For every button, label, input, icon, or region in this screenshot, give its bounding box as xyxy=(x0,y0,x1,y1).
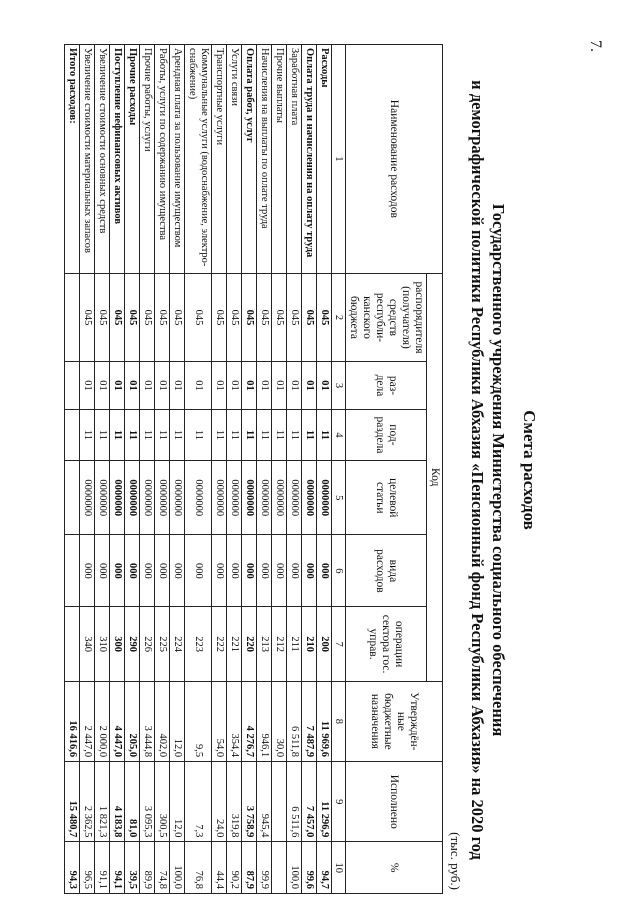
header-operations: операции сектора гос. управ. xyxy=(346,607,427,681)
cell-percent: 89,9 xyxy=(140,842,155,894)
cell-manager: 045 xyxy=(140,273,155,362)
table-row xyxy=(65,45,80,894)
cell-type: 000 xyxy=(95,535,110,607)
cell-type: 000 xyxy=(110,535,125,607)
cell-percent: 94,1 xyxy=(110,842,125,894)
cell-target xyxy=(65,461,80,535)
cell-type: 000 xyxy=(212,535,227,607)
cell-section: 01 xyxy=(287,362,302,409)
cell-name: Прочие выплаты xyxy=(272,45,287,274)
cell-subsection: 11 xyxy=(155,409,170,461)
cell-subsection xyxy=(65,409,80,461)
cell-subsection: 11 xyxy=(140,409,155,461)
cell-approved: 2 447,0 xyxy=(80,681,95,761)
cell-name: Арендная плата за пользование имуществом xyxy=(170,45,185,274)
page-number: 7. xyxy=(587,40,604,52)
cell-approved: 4 276,7 xyxy=(242,681,257,761)
header-manager: распорядителя (получателя) средств республи-канского бюджета xyxy=(346,273,427,362)
cell-subsection: 11 xyxy=(110,409,125,461)
cell-percent: 90,2 xyxy=(227,842,242,894)
cell-operation: 212 xyxy=(272,607,287,681)
cell-operation: 340 xyxy=(80,607,95,681)
table-row xyxy=(155,45,170,894)
cell-name: Заработная плата xyxy=(287,45,302,274)
cell-target: 0000000 xyxy=(287,461,302,535)
cell-executed: 945,4 xyxy=(257,762,272,842)
cell-operation: 221 xyxy=(227,607,242,681)
column-number: 6 xyxy=(332,535,346,607)
cell-manager: 045 xyxy=(80,273,95,362)
cell-executed: 4 183,8 xyxy=(110,762,125,842)
cell-executed: 1 821,3 xyxy=(95,762,110,842)
cell-subsection: 11 xyxy=(212,409,227,461)
cell-name: Прочие расходы xyxy=(125,45,140,274)
cell-section: 01 xyxy=(155,362,170,409)
document-title: Смета расходов xyxy=(520,410,539,530)
table-row xyxy=(140,45,155,894)
cell-name: Оплата работ, услуг xyxy=(242,45,257,274)
cell-manager: 045 xyxy=(185,273,212,362)
cell-target: 0000000 xyxy=(212,461,227,535)
cell-manager: 045 xyxy=(125,273,140,362)
column-number: 3 xyxy=(332,362,346,409)
cell-manager: 045 xyxy=(317,273,332,362)
cell-operation: 220 xyxy=(242,607,257,681)
table-row xyxy=(95,45,110,894)
header-subsection: под-раздела xyxy=(346,409,427,461)
cell-type: 000 xyxy=(140,535,155,607)
cell-name: Начисления на выплаты по оплате труда xyxy=(257,45,272,274)
document-subtitle-line2: и демографической политики Республики Абхазия «Пенсионный фонд Республики Абхазия» на 2020 год xyxy=(468,80,487,860)
cell-executed: 300,5 xyxy=(155,762,170,842)
cell-type: 000 xyxy=(272,535,287,607)
expenses-table-body xyxy=(65,45,332,894)
cell-approved: 7 487,9 xyxy=(302,681,317,761)
cell-approved: 4 447,0 xyxy=(110,681,125,761)
cell-executed: 12,0 xyxy=(170,762,185,842)
cell-name: Транспортные услуги xyxy=(212,45,227,274)
cell-subsection: 11 xyxy=(257,409,272,461)
table-row xyxy=(242,45,257,894)
cell-manager: 045 xyxy=(287,273,302,362)
cell-executed: 11 296,9 xyxy=(317,762,332,842)
table-row xyxy=(185,45,212,894)
table-row xyxy=(287,45,302,894)
cell-target: 0000000 xyxy=(170,461,185,535)
cell-approved: 12,0 xyxy=(170,681,185,761)
cell-target: 0000000 xyxy=(227,461,242,535)
cell-type: 000 xyxy=(185,535,212,607)
cell-subsection: 11 xyxy=(272,409,287,461)
rotated-page-content xyxy=(0,40,540,900)
cell-percent: 87,9 xyxy=(242,842,257,894)
table-row xyxy=(125,45,140,894)
cell-name: Поступление нефинансовых активов xyxy=(110,45,125,274)
cell-subsection: 11 xyxy=(242,409,257,461)
cell-type: 000 xyxy=(227,535,242,607)
cell-name: Коммунальные услуги (водоснабжение, электро-снабжение) xyxy=(185,45,212,274)
cell-operation: 210 xyxy=(302,607,317,681)
cell-name: Работы, услуги по содержанию имущества xyxy=(155,45,170,274)
cell-section: 01 xyxy=(257,362,272,409)
cell-operation: 290 xyxy=(125,607,140,681)
cell-approved: 30,0 xyxy=(272,681,287,761)
cell-target: 0000000 xyxy=(272,461,287,535)
cell-executed: 7 457,0 xyxy=(302,762,317,842)
cell-name: Расходы xyxy=(317,45,332,274)
cell-approved: 205,0 xyxy=(125,681,140,761)
cell-executed: 15 480,7 xyxy=(65,762,80,842)
cell-percent: 100,0 xyxy=(287,842,302,894)
cell-operation: 223 xyxy=(185,607,212,681)
table-row xyxy=(80,45,95,894)
cell-subsection: 11 xyxy=(302,409,317,461)
cell-manager: 045 xyxy=(95,273,110,362)
header-code: Код xyxy=(427,273,443,681)
cell-executed: 319,8 xyxy=(227,762,242,842)
cell-section: 01 xyxy=(140,362,155,409)
cell-approved: 6 511,8 xyxy=(287,681,302,761)
cell-manager: 045 xyxy=(302,273,317,362)
cell-subsection: 11 xyxy=(170,409,185,461)
cell-target: 0000000 xyxy=(242,461,257,535)
cell-percent: 100,0 xyxy=(170,842,185,894)
document-subtitle-line1: Государственного учреждения Министерства социального обеспечения xyxy=(489,203,508,737)
cell-percent: 96,5 xyxy=(80,842,95,894)
cell-subsection: 11 xyxy=(185,409,212,461)
cell-section: 01 xyxy=(125,362,140,409)
cell-executed: 7,3 xyxy=(185,762,212,842)
cell-type: 000 xyxy=(287,535,302,607)
cell-approved: 402,0 xyxy=(155,681,170,761)
cell-approved: 354,4 xyxy=(227,681,242,761)
cell-subsection: 11 xyxy=(317,409,332,461)
cell-approved: 2 000,0 xyxy=(95,681,110,761)
cell-approved: 946,1 xyxy=(257,681,272,761)
cell-type: 000 xyxy=(257,535,272,607)
cell-approved: 16 416,6 xyxy=(65,681,80,761)
header-target: целевой статьи xyxy=(346,461,427,535)
column-number: 7 xyxy=(332,607,346,681)
cell-manager: 045 xyxy=(257,273,272,362)
cell-operation: 211 xyxy=(287,607,302,681)
cell-percent: 94,3 xyxy=(65,842,80,894)
cell-executed xyxy=(272,762,287,842)
table-row xyxy=(170,45,185,894)
cell-operation: 213 xyxy=(257,607,272,681)
cell-name: Итого расходов: xyxy=(65,45,80,274)
cell-target: 0000000 xyxy=(140,461,155,535)
header-type: вида расходов xyxy=(346,535,427,607)
cell-executed: 3 095,3 xyxy=(140,762,155,842)
cell-percent: 39,5 xyxy=(125,842,140,894)
cell-target: 0000000 xyxy=(185,461,212,535)
cell-subsection: 11 xyxy=(227,409,242,461)
column-number: 8 xyxy=(332,681,346,761)
cell-manager: 045 xyxy=(110,273,125,362)
cell-target: 0000000 xyxy=(80,461,95,535)
cell-operation: 222 xyxy=(212,607,227,681)
cell-percent: 99,9 xyxy=(257,842,272,894)
table-row xyxy=(317,45,332,894)
cell-operation: 225 xyxy=(155,607,170,681)
cell-manager: 045 xyxy=(242,273,257,362)
header-percent: % xyxy=(346,842,443,894)
cell-section: 01 xyxy=(110,362,125,409)
column-number: 4 xyxy=(332,409,346,461)
header-approved: Утверждён-ные бюджетные назначения xyxy=(346,681,443,761)
cell-approved: 3 444,8 xyxy=(140,681,155,761)
cell-operation: 310 xyxy=(95,607,110,681)
cell-target: 0000000 xyxy=(125,461,140,535)
header-name: Наименование расходов xyxy=(346,45,443,274)
cell-percent xyxy=(272,842,287,894)
cell-executed: 3 758,9 xyxy=(242,762,257,842)
units-label: (тыс. руб.) xyxy=(448,832,463,890)
table-row xyxy=(272,45,287,894)
cell-section: 01 xyxy=(95,362,110,409)
cell-manager: 045 xyxy=(212,273,227,362)
cell-executed: 6 511,6 xyxy=(287,762,302,842)
cell-type: 000 xyxy=(155,535,170,607)
cell-manager: 045 xyxy=(227,273,242,362)
expenses-table xyxy=(64,44,443,894)
column-number: 5 xyxy=(332,461,346,535)
cell-section: 01 xyxy=(185,362,212,409)
cell-percent: 74,8 xyxy=(155,842,170,894)
cell-section: 01 xyxy=(227,362,242,409)
cell-percent: 94,7 xyxy=(317,842,332,894)
table-row xyxy=(257,45,272,894)
cell-section xyxy=(65,362,80,409)
cell-section: 01 xyxy=(170,362,185,409)
cell-section: 01 xyxy=(80,362,95,409)
column-number: 9 xyxy=(332,762,346,842)
cell-target: 0000000 xyxy=(155,461,170,535)
header-executed: Исполнено xyxy=(346,762,443,842)
cell-percent: 44,4 xyxy=(212,842,227,894)
cell-approved: 9,5 xyxy=(185,681,212,761)
table-row xyxy=(227,45,242,894)
cell-target: 0000000 xyxy=(110,461,125,535)
cell-type: 000 xyxy=(170,535,185,607)
cell-type: 000 xyxy=(317,535,332,607)
cell-type xyxy=(65,535,80,607)
cell-name: Прочие работы, услуги xyxy=(140,45,155,274)
cell-target: 0000000 xyxy=(302,461,317,535)
cell-type: 000 xyxy=(242,535,257,607)
cell-percent: 91,1 xyxy=(95,842,110,894)
cell-subsection: 11 xyxy=(80,409,95,461)
cell-operation: 226 xyxy=(140,607,155,681)
cell-subsection: 11 xyxy=(95,409,110,461)
cell-section: 01 xyxy=(317,362,332,409)
cell-manager xyxy=(65,273,80,362)
cell-executed: 24,0 xyxy=(212,762,227,842)
cell-type: 000 xyxy=(80,535,95,607)
cell-manager: 045 xyxy=(170,273,185,362)
column-number: 1 xyxy=(332,45,346,274)
cell-target: 0000000 xyxy=(95,461,110,535)
column-numbers-row xyxy=(332,45,346,894)
cell-percent: 76,8 xyxy=(185,842,212,894)
header-section: раз-дела xyxy=(346,362,427,409)
column-number: 2 xyxy=(332,273,346,362)
cell-name: Оплата труда и начисления на оплату труда xyxy=(302,45,317,274)
cell-manager: 045 xyxy=(155,273,170,362)
cell-operation: 300 xyxy=(110,607,125,681)
cell-operation: 224 xyxy=(170,607,185,681)
cell-name: Увеличение стоимости основных средств xyxy=(95,45,110,274)
cell-subsection: 11 xyxy=(125,409,140,461)
cell-approved: 54,0 xyxy=(212,681,227,761)
column-number: 10 xyxy=(332,842,346,894)
cell-type: 000 xyxy=(125,535,140,607)
cell-section: 01 xyxy=(212,362,227,409)
cell-percent: 99,6 xyxy=(302,842,317,894)
table-row xyxy=(110,45,125,894)
cell-operation xyxy=(65,607,80,681)
cell-name: Увеличение стоимости материальных запасов xyxy=(80,45,95,274)
cell-type: 000 xyxy=(302,535,317,607)
table-row xyxy=(212,45,227,894)
cell-section: 01 xyxy=(242,362,257,409)
cell-section: 01 xyxy=(272,362,287,409)
cell-approved: 11 969,6 xyxy=(317,681,332,761)
cell-operation: 200 xyxy=(317,607,332,681)
cell-manager: 045 xyxy=(272,273,287,362)
cell-subsection: 11 xyxy=(287,409,302,461)
cell-target: 0000000 xyxy=(317,461,332,535)
cell-executed: 2 362,5 xyxy=(80,762,95,842)
cell-target: 0000000 xyxy=(257,461,272,535)
cell-executed: 81,0 xyxy=(125,762,140,842)
table-row xyxy=(302,45,317,894)
cell-name: Услуги связи xyxy=(227,45,242,274)
cell-section: 01 xyxy=(302,362,317,409)
